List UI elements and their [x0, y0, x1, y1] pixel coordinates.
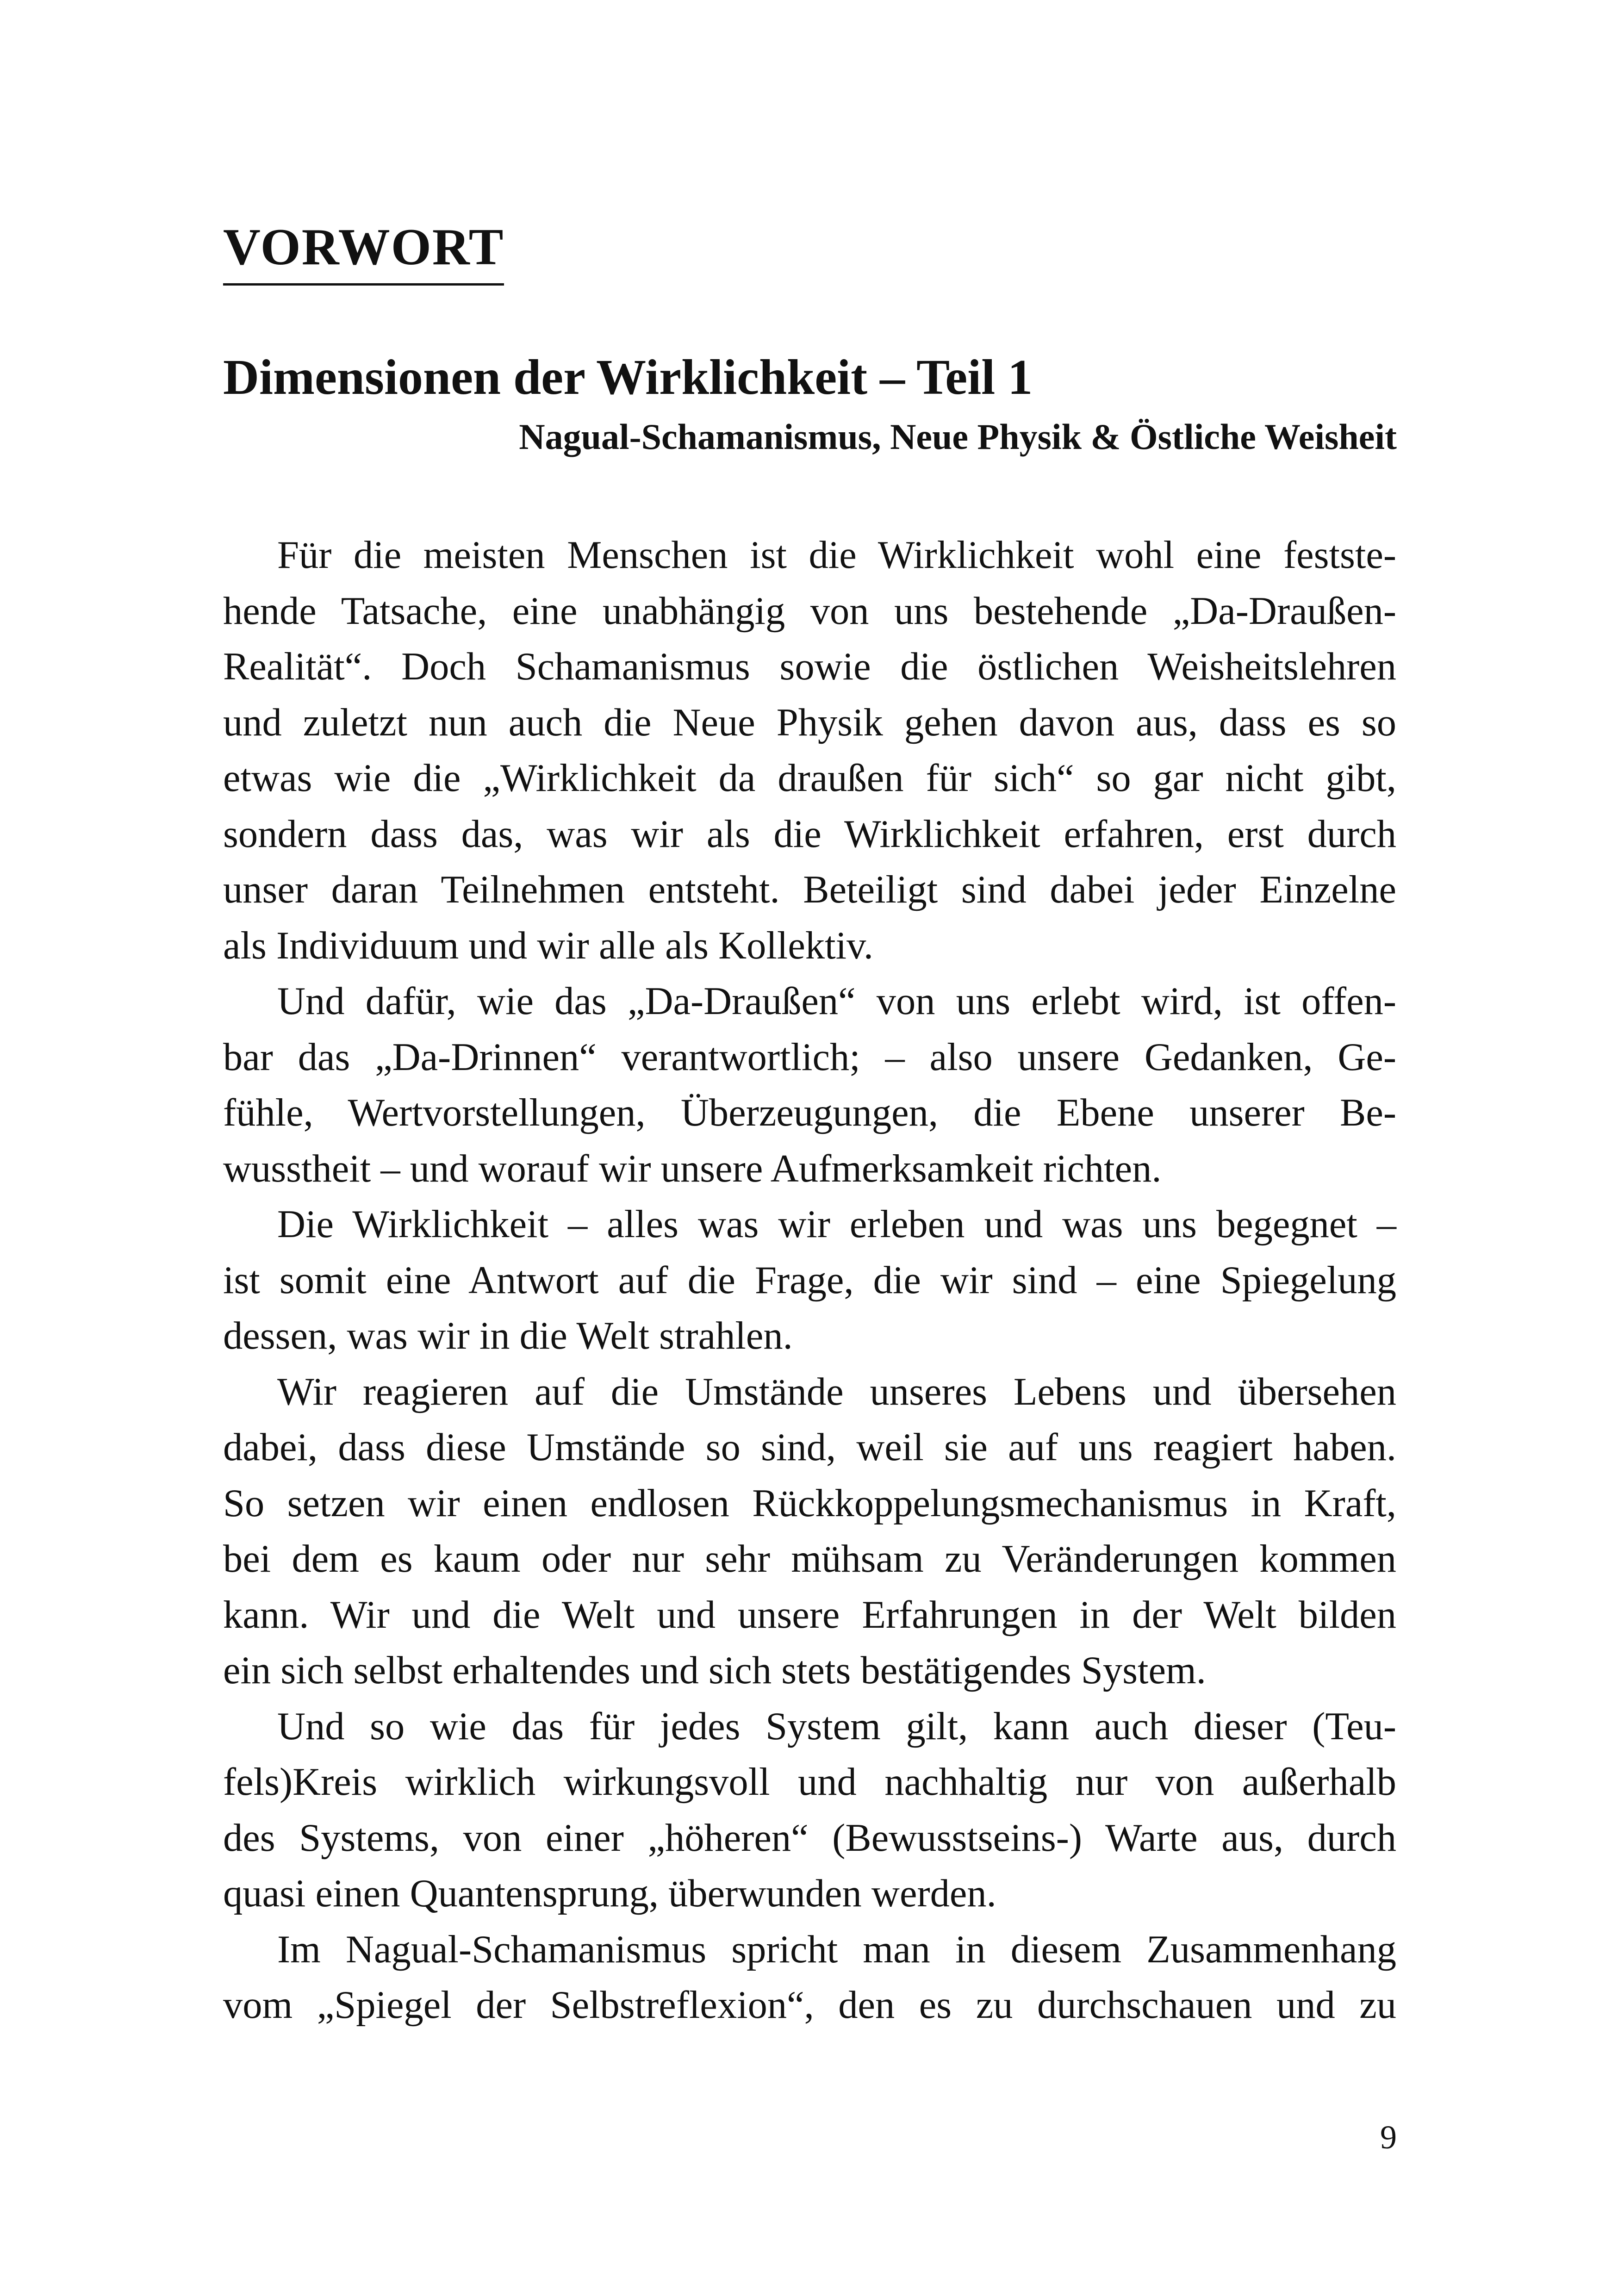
text-line: sondern dass das, was wir als die Wirklichkeit erfahren, erst durch [223, 812, 1396, 856]
text-line: Und dafür, wie das „Da-Draußen“ von uns erlebt wird, ist offen- [277, 980, 1396, 1023]
text-line: Für die meisten Menschen ist die Wirklichkeit wohl eine festste- [277, 534, 1396, 577]
text-line: als Individuum und wir alle als Kollektiv. [223, 924, 873, 967]
text-line: fels)Kreis wirklich wirkungsvoll und nachhaltig nur von außerhalb [223, 1761, 1396, 1804]
text-line: ein sich selbst erhaltendes und sich stets bestätigendes System. [223, 1649, 1206, 1692]
paragraph [223, 1197, 1396, 1364]
paragraph [223, 1364, 1396, 1699]
text-line: kann. Wir und die Welt und unsere Erfahrungen in der Welt bilden [223, 1593, 1396, 1636]
text-line: unser daran Teilnehmen entsteht. Beteiligt sind dabei jeder Einzelne [223, 868, 1396, 911]
text-line: ist somit eine Antwort auf die Frage, die wir sind – eine Spiegelung [223, 1258, 1396, 1302]
chapter-subheading: Nagual-Schamanismus, Neue Physik & Östliche Weisheit [519, 417, 1397, 457]
text-line: Realität“. Doch Schamanismus sowie die östlichen Weisheitslehren [223, 645, 1396, 688]
page-number: 9 [1380, 2119, 1397, 2156]
paragraph [223, 1922, 1396, 2034]
text-line: vom „Spiegel der Selbstreflexion“, den es zu durchschauen und zu [223, 1984, 1396, 2027]
text-line: und zuletzt nun auch die Neue Physik gehen davon aus, dass es so [223, 701, 1396, 744]
paragraph [223, 528, 1396, 974]
text-line: Und so wie das für jedes System gilt, kann auch dieser (Teu- [277, 1705, 1396, 1748]
text-line: quasi einen Quantensprung, überwunden werden. [223, 1872, 996, 1915]
text-line: Die Wirklichkeit – alles was wir erleben und was uns begegnet – [277, 1203, 1396, 1246]
section-title: VORWORT [223, 221, 504, 286]
paragraph [223, 1699, 1396, 1922]
text-line: etwas wie die „Wirklichkeit da draußen für sich“ so gar nicht gibt, [223, 757, 1396, 800]
text-line: bar das „Da-Drinnen“ verantwortlich; – also unsere Gedanken, Ge- [223, 1035, 1396, 1079]
chapter-heading: Dimensionen der Wirklichkeit – Teil 1 [223, 350, 1033, 405]
text-line: hende Tatsache, eine unabhängig von uns bestehende „Da-Draußen- [223, 589, 1396, 633]
text-line: wusstheit – und worauf wir unsere Aufmerksamkeit richten. [223, 1147, 1162, 1190]
text-line: bei dem es kaum oder nur sehr mühsam zu Veränderungen kommen [223, 1537, 1396, 1580]
text-line: Im Nagual-Schamanismus spricht man in diesem Zusammenhang [277, 1928, 1396, 1971]
text-line: So setzen wir einen endlosen Rückkoppelungsmechanismus in Kraft, [223, 1481, 1396, 1525]
text-line: dabei, dass diese Umstände so sind, weil sie auf uns reagiert haben. [223, 1426, 1396, 1469]
text-line: dessen, was wir in die Welt strahlen. [223, 1314, 793, 1357]
text-line: fühle, Wertvorstellungen, Überzeugungen, die Ebene unserer Be- [223, 1091, 1396, 1134]
body-text [223, 528, 1396, 2034]
text-line: Wir reagieren auf die Umstände unseres Lebens und übersehen [277, 1370, 1396, 1413]
paragraph [223, 974, 1396, 1197]
text-line: des Systems, von einer „höheren“ (Bewusstseins-) Warte aus, durch [223, 1816, 1396, 1860]
